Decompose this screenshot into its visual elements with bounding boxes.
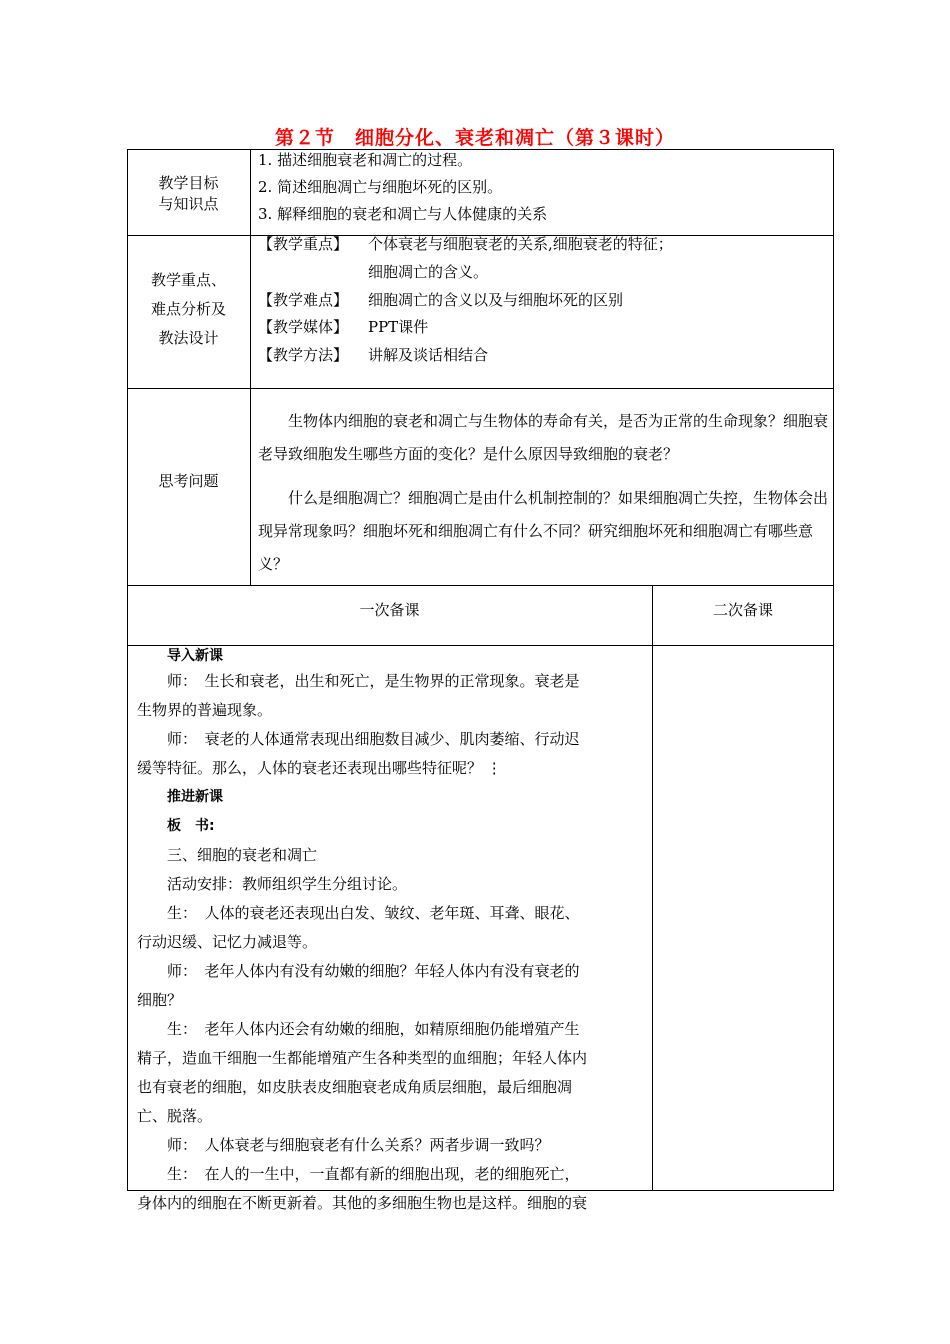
- first-prep-header: 一次备课: [359, 601, 420, 619]
- lesson-line: 亡、脱落。: [137, 1107, 213, 1125]
- objective-item: 2. 简述细胞凋亡与细胞坏死的区别。: [258, 178, 503, 196]
- key-point-text: 讲解及谈话相结合: [368, 346, 489, 364]
- lesson-content: [137, 645, 651, 1218]
- lesson-line: 也有衰老的细胞，如皮肤表皮细胞衰老成角质层细胞，最后细胞凋: [137, 1078, 573, 1096]
- page-title: 第２节 细胞分化、衰老和凋亡（第３课时）: [274, 127, 675, 149]
- objectives-label-line2: 与知识点: [158, 195, 219, 213]
- lesson-line: 活动安排：教师组织学生分组讨论。: [167, 875, 408, 893]
- column-divider: [250, 149, 251, 585]
- key-point-text: PPT课件: [368, 318, 429, 336]
- section-heading: 导入新课: [167, 648, 223, 664]
- board-heading: 板 书:: [167, 818, 215, 834]
- objectives-label: [127, 173, 250, 215]
- key-points-label-line1: 教学重点、: [150, 271, 226, 289]
- lesson-line: 生： 老年人体内还会有幼嫩的细胞，如精原细胞仍能增殖产生: [167, 1020, 580, 1038]
- lesson-line: 师： 老年人体内有没有幼嫩的细胞？年轻人体内有没有衰老的: [167, 962, 580, 980]
- lesson-line: 缓等特征。那么，人体的衰老还表现出哪些特征呢？ ⋮: [137, 759, 502, 777]
- key-points-label-line2: 难点分析及: [150, 300, 226, 318]
- key-point-text: 细胞凋亡的含义。: [368, 263, 489, 281]
- lesson-line: 细胞？: [137, 991, 183, 1009]
- lesson-line: 生： 人体的衰老还表现出白发、皱纹、老年斑、耳聋、眼花、: [167, 904, 580, 922]
- lesson-line: 三、细胞的衰老和凋亡: [167, 846, 318, 864]
- second-prep-header: 二次备课: [712, 601, 773, 619]
- lesson-line: 身体内的细胞在不断更新着。其他的多细胞生物也是这样。细胞的衰: [137, 1194, 588, 1212]
- key-point-tag: 【教学媒体】: [258, 318, 349, 336]
- questions-label: 思考问题: [158, 472, 219, 490]
- question-paragraph: 生物体内细胞的衰老和凋亡与生物体的寿命有关，是否为正常的生命现象？细胞衰老导致细胞发生哪些方面的变化？是什么原因导致细胞的衰老？: [258, 412, 829, 463]
- lesson-line: 精子，造血干细胞一生都能增殖产生各种类型的血细胞；年轻人体内: [137, 1049, 588, 1067]
- question-paragraph: 什么是细胞凋亡？细胞凋亡是由什么机制控制的？如果细胞凋亡失控，生物体会出现异常现象吗？细胞坏死和细胞凋亡有什么不同？研究细胞坏死和细胞凋亡有哪些意义？: [258, 489, 829, 573]
- key-point-text: 细胞凋亡的含义以及与细胞坏死的区别: [368, 291, 624, 309]
- lesson-line: 师： 生长和衰老，出生和死亡，是生物界的正常现象。衰老是: [167, 672, 580, 690]
- column-divider: [652, 585, 653, 1191]
- key-point-tag: 【教学难点】: [258, 291, 349, 309]
- section-heading: 推进新课: [167, 789, 223, 805]
- lesson-line: 行动迟缓、记忆力减退等。: [137, 933, 318, 951]
- key-point-tag: 【教学方法】: [258, 346, 349, 364]
- key-points-label-line3: 教法设计: [158, 329, 219, 347]
- lesson-line: 生： 在人的一生中，一直都有新的细胞出现，老的细胞死亡，: [167, 1165, 580, 1183]
- lesson-line: 师： 衰老的人体通常表现出细胞数目减少、肌肉萎缩、行动迟: [167, 730, 580, 748]
- row-divider: [127, 585, 834, 586]
- key-point-text: 个体衰老与细胞衰老的关系,细胞衰老的特征；: [368, 235, 673, 253]
- objectives-label-line1: 教学目标: [158, 174, 219, 192]
- lesson-line: 生物界的普遍现象。: [137, 701, 273, 719]
- row-divider: [127, 388, 834, 389]
- objective-item: 3. 解释细胞的衰老和凋亡与人体健康的关系: [258, 205, 548, 223]
- objective-item: 1. 描述细胞衰老和凋亡的过程。: [258, 151, 473, 169]
- key-point-tag: 【教学重点】: [258, 235, 349, 253]
- lesson-line: 师： 人体衰老与细胞衰老有什么关系？两者步调一致吗？: [167, 1136, 550, 1154]
- key-points-label: [127, 266, 250, 353]
